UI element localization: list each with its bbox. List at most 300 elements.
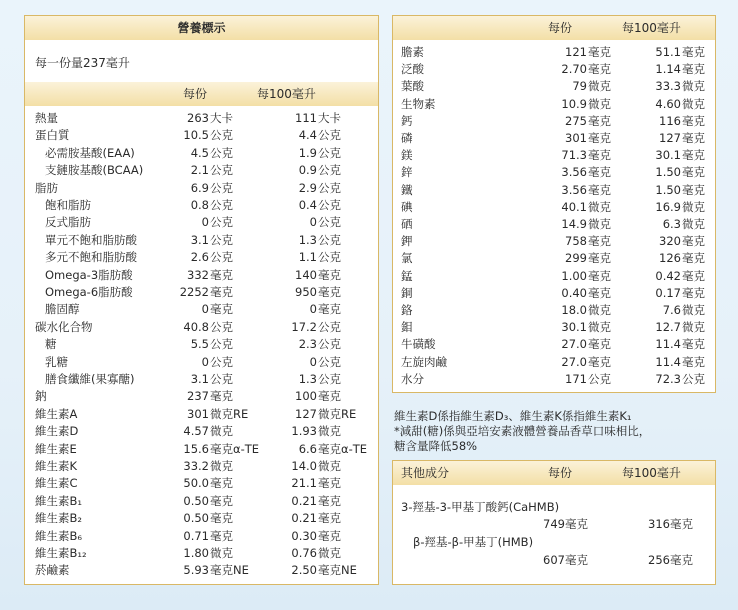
per-serving-unit: 公克 — [210, 337, 233, 352]
nutrient-name: 鉻 — [401, 303, 413, 317]
per-serving-value: 33.2 — [183, 459, 209, 473]
per-serving-value: 40.8 — [183, 319, 209, 334]
per-serving-value: 3.56 — [561, 182, 587, 197]
per-serving-unit: 微克RE — [210, 406, 249, 421]
nutrient-name: 必需胺基酸(EAA) — [45, 145, 135, 160]
nutrient-name: 鈣 — [401, 113, 413, 128]
nutrient-row — [393, 354, 715, 371]
per-100ml-value: 7.6 — [662, 303, 681, 317]
right-col-per-100ml: 每100毫升 — [622, 21, 681, 35]
nutrient-name: 鎂 — [401, 148, 413, 163]
nutrient-row — [25, 249, 378, 266]
per-serving-unit: 微克 — [588, 79, 611, 94]
per-100ml-value: 72.3 — [655, 371, 681, 386]
per-serving-value: 2.70 — [561, 62, 587, 77]
per-100ml-unit: 毫克 — [318, 267, 341, 282]
per-serving-value: 2.1 — [190, 163, 209, 178]
per-100ml-unit: 微克 — [682, 303, 705, 317]
per-100ml-value: 0 — [309, 302, 317, 317]
per-serving-value: 121 — [565, 45, 587, 59]
per-100ml-unit: 大卡 — [318, 111, 341, 125]
per-serving-value: 2.6 — [190, 250, 209, 265]
per-100ml-unit: 毫克 — [318, 285, 341, 299]
nutrient-name: 維生素D — [35, 424, 79, 439]
per-100ml-value: 0 — [309, 354, 317, 369]
per-serving-unit: 毫克 — [588, 354, 611, 369]
other-ingredients-panel — [392, 460, 716, 585]
per-serving-value: 18.0 — [561, 303, 587, 317]
per-serving-value: 3.1 — [190, 372, 209, 386]
nutrient-name: 碘 — [401, 199, 413, 214]
per-100ml-value: 21.1 — [291, 476, 317, 491]
per-100ml-unit: 微克 — [682, 79, 705, 94]
nutrient-name: 維生素C — [35, 476, 78, 491]
nutrient-row — [25, 510, 378, 527]
per-100ml-unit: 毫克 — [682, 268, 705, 283]
nutrient-row — [25, 267, 378, 284]
per-100ml-unit: 公克 — [318, 354, 341, 369]
nutrient-row — [25, 110, 378, 127]
per-100ml-value: 12.7 — [655, 320, 681, 335]
per-100ml-value: 126 — [659, 251, 681, 266]
per-100ml-unit: 公克 — [318, 180, 341, 195]
nutrient-row — [393, 268, 715, 285]
per-serving-value: 0.8 — [190, 198, 209, 212]
per-serving-unit: 公克 — [210, 354, 233, 369]
per-100ml-value: 140 — [295, 267, 317, 282]
nutrient-row — [25, 284, 378, 301]
per-serving-unit: 毫克 — [210, 511, 233, 526]
per-100ml-value: 127 — [295, 406, 317, 421]
per-100ml-unit: 毫克 — [682, 131, 705, 145]
nutrient-row — [393, 216, 715, 233]
nutrient-row — [25, 545, 378, 562]
per-100ml-value: 0 — [309, 215, 317, 230]
per-100ml-value: 111 — [295, 111, 317, 125]
nutrient-name: 氯 — [401, 251, 413, 266]
hmb-name: β-羥基-β-甲基丁(HMB) — [413, 535, 534, 549]
per-serving-value: 5.5 — [190, 337, 209, 352]
per-100ml-unit: 公克 — [318, 372, 341, 386]
per-100ml-unit: 毫克 — [318, 528, 341, 543]
per-serving-unit: 公克 — [210, 319, 233, 334]
nutrient-row — [393, 336, 715, 353]
nutrient-name: 脂肪 — [35, 180, 58, 195]
per-serving-unit: 毫克 — [588, 45, 611, 59]
per-serving-unit: 公克 — [588, 371, 611, 386]
per-serving-unit: 毫克 — [210, 302, 233, 317]
nutrient-row — [25, 214, 378, 231]
per-100ml-unit: 公克 — [318, 215, 341, 230]
per-serving-value: 263 — [187, 111, 209, 125]
nutrient-name: 維生素B₆ — [35, 528, 82, 543]
per-100ml-value: 320 — [659, 234, 681, 249]
nutrient-name: 膽固醇 — [45, 302, 80, 317]
footnote-line-2: *減甜(糖)係與亞培安素液體營養品香草口味相比， — [394, 424, 651, 438]
per-100ml-unit: 公克 — [318, 198, 341, 212]
per-100ml-value: 0.42 — [655, 268, 681, 283]
nutrient-name: Omega-6脂肪酸 — [45, 285, 133, 299]
nutrient-name: 反式脂肪 — [45, 215, 91, 230]
per-100ml-unit: 微克 — [682, 320, 705, 335]
nutrient-name: 多元不飽和脂肪酸 — [45, 250, 137, 265]
per-serving-value: 3.1 — [190, 232, 209, 247]
per-serving-unit: 毫克 — [588, 337, 611, 352]
per-100ml-value: 33.3 — [655, 79, 681, 94]
per-serving-value: 4.57 — [183, 424, 209, 439]
per-100ml-unit: 公克 — [318, 128, 341, 143]
per-100ml-value: 11.4 — [655, 337, 681, 352]
per-100ml-unit: 公克 — [318, 319, 341, 334]
nutrient-row — [25, 197, 378, 214]
nutrient-name: 維生素B₁ — [35, 493, 82, 508]
nutrient-row — [25, 475, 378, 492]
nutrient-row — [25, 388, 378, 405]
per-serving-value: 15.6 — [183, 441, 209, 456]
minerals-column-header — [393, 16, 715, 40]
per-100ml-value: 6.6 — [298, 441, 317, 456]
per-100ml-value: 51.1 — [655, 45, 681, 59]
per-serving-value: 14.9 — [561, 217, 587, 231]
per-serving-value: 27.0 — [561, 337, 587, 352]
per-serving-unit: 毫克NE — [210, 563, 249, 578]
nutrient-name: 糖 — [45, 337, 57, 352]
per-serving-value: 171 — [565, 371, 587, 386]
per-100ml-unit: 毫克 — [318, 389, 341, 404]
per-serving-unit: 毫克 — [588, 251, 611, 266]
per-serving-value: 71.3 — [561, 148, 587, 163]
nutrient-name: 熱量 — [35, 111, 58, 125]
per-100ml-value: 0.9 — [298, 163, 317, 178]
per-serving-value: 0.71 — [183, 528, 209, 543]
per-100ml-unit: 毫克 — [682, 285, 705, 300]
per-serving-unit: 毫克 — [210, 493, 233, 508]
nutrient-row — [25, 145, 378, 162]
per-100ml-unit: 毫克 — [318, 302, 341, 317]
per-100ml-unit: 公克 — [318, 232, 341, 247]
per-100ml-unit: 公克 — [682, 371, 705, 386]
nutrient-row — [25, 319, 378, 336]
per-100ml-value: 0.17 — [655, 285, 681, 300]
per-100ml-value: 1.3 — [298, 372, 317, 386]
nutrient-row — [25, 441, 378, 458]
per-100ml-unit: 毫克 — [682, 113, 705, 128]
per-serving-value: 2252 — [179, 285, 209, 299]
per-serving-unit: 大卡 — [210, 111, 233, 125]
per-serving-unit: 毫克 — [588, 268, 611, 283]
per-100ml-unit: 微克 — [318, 459, 341, 473]
per-serving-unit: 微克 — [210, 424, 233, 439]
per-100ml-unit: 毫克 — [682, 251, 705, 266]
nutrient-row — [25, 354, 378, 371]
per-serving-unit: 毫克 — [588, 62, 611, 77]
per-100ml-value: 1.93 — [291, 424, 317, 439]
per-serving-value: 10.9 — [561, 96, 587, 111]
nutrient-name: 葉酸 — [401, 79, 424, 94]
per-100ml-unit: 毫克NE — [318, 563, 357, 578]
other-ingredients-title: 其他成分 — [401, 466, 450, 480]
nutrient-name: 維生素K — [35, 459, 78, 473]
nutrient-name: Omega-3脂肪酸 — [45, 267, 133, 282]
per-100ml-value: 0.76 — [291, 546, 317, 560]
left-col-per-100ml: 每100毫升 — [257, 87, 316, 101]
nutrition-facts-header — [25, 16, 378, 40]
nutrient-name: 菸鹼素 — [35, 563, 70, 578]
per-serving-unit: 微克 — [210, 459, 233, 473]
per-100ml-value: 1.50 — [655, 165, 681, 180]
nutrient-name: 飽和脂肪 — [45, 198, 91, 212]
per-100ml-unit: 毫克 — [682, 182, 705, 197]
per-100ml-unit: 毫克 — [682, 337, 705, 352]
per-serving-unit: 毫克 — [588, 113, 611, 128]
nutrient-row — [393, 302, 715, 319]
per-100ml-unit: 毫克 — [318, 476, 341, 491]
per-100ml-value: 0.21 — [291, 511, 317, 526]
nutrient-name: 乳糖 — [45, 354, 68, 369]
per-100ml-value: 1.1 — [298, 250, 317, 265]
nutrient-name: 硒 — [401, 217, 413, 231]
nutrient-row — [25, 127, 378, 144]
per-100ml-unit: 公克 — [318, 145, 341, 160]
per-serving-value: 3.56 — [561, 165, 587, 180]
nutrient-row — [393, 113, 715, 130]
per-serving-value: 0 — [201, 302, 209, 317]
per-serving-value: 0.40 — [561, 285, 587, 300]
per-serving-value: 332 — [187, 267, 209, 282]
per-100ml-value: 2.9 — [298, 180, 317, 195]
per-serving-unit: 毫克 — [588, 234, 611, 249]
per-100ml-unit: 毫克 — [318, 511, 341, 526]
per-100ml-unit: 微克 — [682, 199, 705, 214]
nutrient-row — [25, 406, 378, 423]
per-100ml-value: 2.50 — [291, 563, 317, 578]
nutrient-row — [393, 371, 715, 388]
nutrient-row — [393, 319, 715, 336]
per-100ml-value: 1.50 — [655, 182, 681, 197]
nutrient-name: 銅 — [401, 285, 413, 300]
cahmb-name: 3-羥基-3-甲基丁酸鈣(CaHMB) — [401, 500, 560, 514]
cahmb-per-100ml: 316毫克 — [648, 517, 693, 531]
nutrient-name: 左旋肉鹼 — [401, 354, 447, 369]
per-100ml-value: 11.4 — [655, 354, 681, 369]
per-100ml-unit: 微克 — [682, 96, 705, 111]
per-serving-unit: 毫克 — [588, 148, 611, 163]
nutrient-row — [393, 233, 715, 250]
nutrient-row — [25, 562, 378, 579]
per-serving-value: 79 — [572, 79, 587, 94]
nutrient-name: 鋅 — [401, 165, 413, 180]
per-100ml-unit: 公克 — [318, 337, 341, 352]
footnote-line-1: 維生素D係指維生素D₃、維生素K係指維生素K₁ — [394, 409, 632, 423]
per-100ml-value: 0.30 — [291, 528, 317, 543]
serving-size: 每一份量237毫升 — [35, 56, 130, 70]
nutrient-row — [25, 336, 378, 353]
per-serving-unit: 公克 — [210, 372, 233, 386]
per-serving-value: 301 — [187, 406, 209, 421]
nutrient-name: 錳 — [401, 268, 413, 283]
per-serving-value: 1.80 — [183, 546, 209, 560]
per-serving-value: 237 — [187, 389, 209, 404]
nutrient-name: 鉬 — [401, 320, 413, 335]
nutrient-row — [393, 61, 715, 78]
per-serving-value: 5.93 — [183, 563, 209, 578]
per-serving-unit: 微克 — [588, 320, 611, 335]
right-col-per-serving: 每份 — [548, 21, 573, 35]
per-serving-value: 10.5 — [183, 128, 209, 143]
per-100ml-unit: 毫克α-TE — [318, 441, 368, 456]
per-100ml-value: 14.0 — [291, 459, 317, 473]
nutrient-row — [25, 493, 378, 510]
left-col-per-serving: 每份 — [183, 87, 208, 101]
nutrient-name: 泛酸 — [401, 62, 424, 77]
per-serving-value: 27.0 — [561, 354, 587, 369]
per-100ml-value: 1.14 — [655, 62, 681, 77]
nutrient-row — [393, 182, 715, 199]
per-serving-unit: 微克 — [588, 96, 611, 111]
nutrient-row — [393, 147, 715, 164]
per-100ml-value: 127 — [659, 131, 681, 145]
other-col-per-100ml: 每100毫升 — [622, 466, 681, 480]
nutrient-row — [393, 130, 715, 147]
per-serving-unit: 公克 — [210, 180, 233, 195]
cahmb-per-serving: 749毫克 — [543, 517, 588, 531]
per-serving-value: 301 — [565, 131, 587, 145]
per-100ml-value: 4.60 — [655, 96, 681, 111]
per-serving-unit: 毫克 — [210, 528, 233, 543]
per-100ml-value: 0.4 — [298, 198, 317, 212]
nutrient-row — [393, 164, 715, 181]
nutrient-name: 維生素B₂ — [35, 511, 82, 526]
left-column-header — [25, 82, 378, 106]
per-100ml-value: 1.3 — [298, 232, 317, 247]
nutrition-facts-panel — [24, 15, 379, 585]
nutrient-name: 鈉 — [35, 389, 47, 404]
per-serving-unit: 毫克 — [210, 476, 233, 491]
per-serving-unit: 公克 — [210, 128, 233, 143]
per-serving-unit: 毫克α-TE — [210, 441, 260, 456]
per-100ml-unit: 微克 — [318, 546, 341, 560]
nutrient-row — [25, 423, 378, 440]
per-serving-unit: 公克 — [210, 145, 233, 160]
per-100ml-value: 950 — [295, 285, 317, 299]
per-serving-unit: 毫克 — [210, 389, 233, 404]
per-serving-unit: 毫克 — [588, 285, 611, 300]
per-serving-unit: 微克 — [588, 303, 611, 317]
nutrient-name: 磷 — [401, 131, 413, 145]
per-serving-value: 1.00 — [561, 268, 587, 283]
nutrient-row — [25, 371, 378, 388]
nutrient-name: 碳水化合物 — [35, 319, 93, 334]
footnote-line-3: 糖含量降低58% — [394, 439, 478, 453]
per-100ml-unit: 公克 — [318, 163, 341, 178]
nutrient-name: 單元不飽和脂肪酸 — [45, 232, 137, 247]
per-100ml-unit: 毫克 — [682, 234, 705, 249]
per-100ml-value: 6.3 — [662, 217, 681, 231]
per-100ml-value: 0.21 — [291, 493, 317, 508]
nutrient-row — [393, 250, 715, 267]
per-serving-value: 275 — [565, 113, 587, 128]
per-serving-unit: 毫克 — [588, 131, 611, 145]
per-serving-value: 50.0 — [183, 476, 209, 491]
nutrient-row — [25, 162, 378, 179]
per-serving-value: 4.5 — [190, 145, 209, 160]
per-100ml-unit: 微克 — [682, 217, 705, 231]
per-100ml-value: 2.3 — [298, 337, 317, 352]
nutrient-name: 維生素B₁₂ — [35, 546, 87, 560]
nutrition-facts-title: 營養標示 — [177, 21, 226, 35]
per-serving-unit: 微克 — [210, 546, 233, 560]
nutrient-name: 維生素A — [35, 406, 78, 421]
nutrient-name: 鉀 — [401, 234, 413, 249]
per-serving-unit: 公克 — [210, 198, 233, 212]
nutrient-name: 牛磺酸 — [401, 337, 436, 352]
nutrient-name: 水分 — [401, 371, 424, 386]
minerals-panel — [392, 15, 716, 393]
per-serving-unit: 微克 — [588, 217, 611, 231]
nutrient-row — [393, 78, 715, 95]
per-100ml-unit: 毫克 — [682, 45, 705, 59]
per-serving-value: 299 — [565, 251, 587, 266]
nutrient-row — [25, 301, 378, 318]
per-serving-unit: 微克 — [588, 199, 611, 214]
per-100ml-unit: 公克 — [318, 250, 341, 265]
nutrient-row — [393, 285, 715, 302]
per-100ml-value: 30.1 — [655, 148, 681, 163]
nutrient-row — [25, 180, 378, 197]
per-serving-unit: 公克 — [210, 250, 233, 265]
per-serving-value: 6.9 — [190, 180, 209, 195]
nutrient-name: 生物素 — [401, 96, 436, 111]
per-100ml-unit: 毫克 — [682, 165, 705, 180]
hmb-per-100ml: 256毫克 — [648, 553, 693, 567]
per-serving-unit: 毫克 — [588, 182, 611, 197]
per-100ml-unit: 毫克 — [682, 354, 705, 369]
per-serving-value: 0.50 — [183, 511, 209, 526]
per-serving-value: 40.1 — [561, 199, 587, 214]
per-100ml-unit: 毫克 — [318, 493, 341, 508]
per-serving-unit: 毫克 — [588, 165, 611, 180]
per-serving-unit: 毫克 — [210, 267, 233, 282]
nutrient-row — [25, 458, 378, 475]
per-serving-unit: 公克 — [210, 215, 233, 230]
other-col-per-serving: 每份 — [548, 466, 573, 480]
nutrient-name: 膽素 — [401, 45, 424, 59]
per-100ml-value: 1.9 — [298, 145, 317, 160]
hmb-per-serving: 607毫克 — [543, 553, 588, 567]
nutrient-name: 維生素E — [35, 441, 77, 456]
nutrient-row — [393, 44, 715, 61]
per-100ml-unit: 毫克 — [682, 62, 705, 77]
per-100ml-value: 116 — [659, 113, 681, 128]
per-100ml-unit: 毫克 — [682, 148, 705, 163]
nutrient-row — [393, 199, 715, 216]
per-100ml-value: 17.2 — [291, 319, 317, 334]
nutrient-name: 蛋白質 — [35, 128, 70, 143]
nutrient-name: 膳食纖維(果寡醣) — [45, 372, 135, 386]
nutrient-row — [25, 232, 378, 249]
nutrient-name: 鐵 — [401, 182, 413, 197]
per-100ml-unit: 微克 — [318, 424, 341, 439]
nutrient-row — [25, 528, 378, 545]
per-serving-value: 0 — [201, 354, 209, 369]
nutrient-row — [393, 96, 715, 113]
per-serving-unit: 公克 — [210, 163, 233, 178]
per-serving-value: 0 — [201, 215, 209, 230]
per-serving-unit: 公克 — [210, 232, 233, 247]
other-ingredients-header — [393, 461, 715, 485]
per-100ml-value: 16.9 — [655, 199, 681, 214]
per-serving-unit: 毫克 — [210, 285, 233, 299]
